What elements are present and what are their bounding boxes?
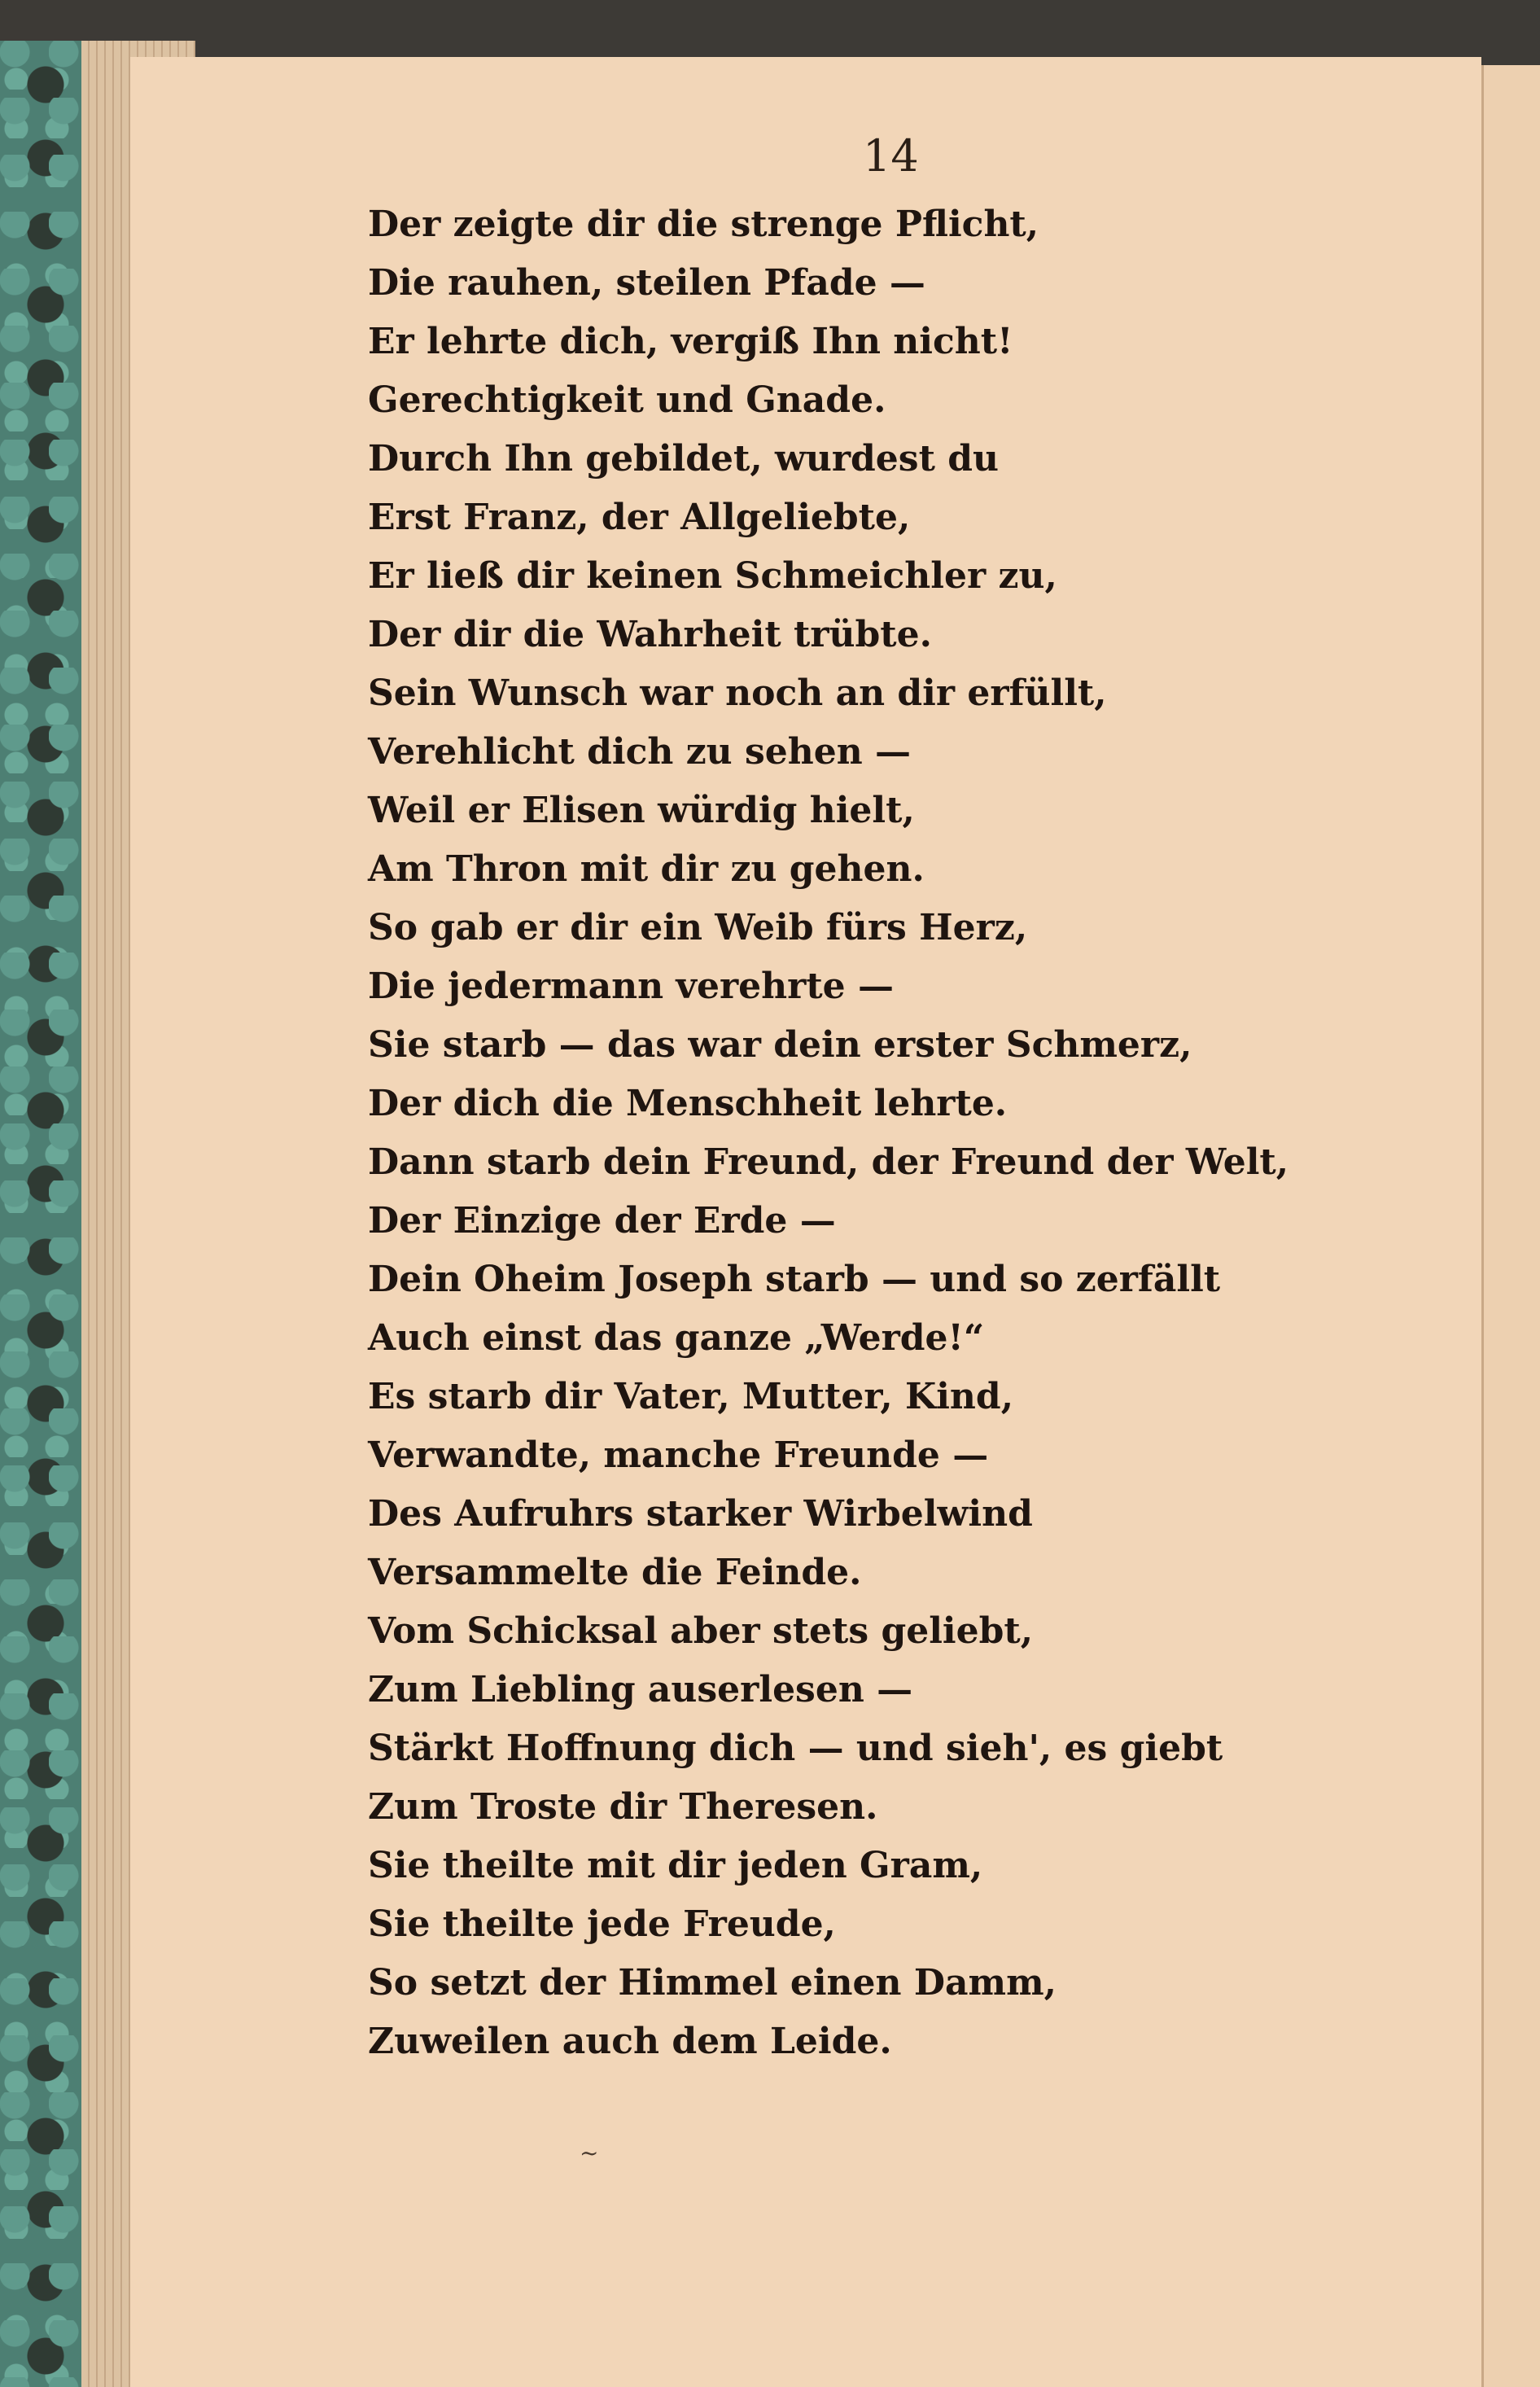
verse-line: Auch einst das ganze „Werde!“ bbox=[368, 1317, 985, 1359]
verse-line: Der dich die Menschheit lehrte. bbox=[368, 1083, 1008, 1124]
verse-line: So gab er dir ein Weib fürs Herz, bbox=[368, 907, 1028, 948]
verse-line: Der dir die Wahrheit trübte. bbox=[368, 614, 932, 655]
verse-line: Er lehrte dich, vergiß Ihn nicht! bbox=[368, 321, 1013, 362]
verse-line: Des Aufruhrs starker Wirbelwind bbox=[368, 1493, 1033, 1535]
verse-line: Der Einzige der Erde — bbox=[368, 1200, 836, 1242]
verse-line: Versammelte die Feinde. bbox=[368, 1552, 862, 1593]
verse-line: Sein Wunsch war noch an dir erfüllt, bbox=[368, 672, 1107, 714]
verse-line: Sie theilte mit dir jeden Gram, bbox=[368, 1845, 983, 1886]
verse-line: Dann starb dein Freund, der Freund der Welt, bbox=[368, 1141, 1289, 1183]
verse-line: Vom Schicksal aber stets geliebt, bbox=[368, 1610, 1034, 1652]
verse-line: Sie theilte jede Freude, bbox=[368, 1903, 836, 1945]
verse-line: Es starb dir Vater, Mutter, Kind, bbox=[368, 1376, 1014, 1417]
verse-line: So setzt der Himmel einen Damm, bbox=[368, 1962, 1057, 2004]
verse-line: Weil er Elisen würdig hielt, bbox=[368, 790, 915, 831]
verse-line: Der zeigte dir die strenge Pflicht, bbox=[368, 204, 1039, 245]
facing-page-edge bbox=[1481, 65, 1540, 2387]
page-number: 14 bbox=[863, 130, 919, 182]
ornament-mark: ~ bbox=[580, 2140, 599, 2166]
verse-line: Gerechtigkeit und Gnade. bbox=[368, 379, 886, 421]
poem-verse bbox=[368, 195, 1289, 2071]
verse-line: Dein Oheim Joseph starb — und so zerfällt bbox=[368, 1259, 1221, 1300]
verse-line: Erst Franz, der Allgeliebte, bbox=[368, 497, 911, 538]
verse-line: Verehlicht dich zu sehen — bbox=[368, 731, 912, 773]
verse-line: Zum Liebling auserlesen — bbox=[368, 1669, 913, 1710]
verse-line: Zuweilen auch dem Leide. bbox=[368, 2021, 892, 2062]
verse-line: Zum Troste dir Theresen. bbox=[368, 1786, 878, 1828]
verse-line: Er ließ dir keinen Schmeichler zu, bbox=[368, 555, 1057, 597]
verse-line: Die jedermann verehrte — bbox=[368, 966, 894, 1007]
verse-line: Verwandte, manche Freunde — bbox=[368, 1434, 989, 1476]
verse-line: Sie starb — das war dein erster Schmerz, bbox=[368, 1024, 1192, 1066]
verse-line: Stärkt Hoffnung dich — und sieh', es giebt bbox=[368, 1728, 1223, 1769]
verse-line: Durch Ihn gebildet, wurdest du bbox=[368, 438, 999, 480]
verse-line: Die rauhen, steilen Pfade — bbox=[368, 262, 925, 304]
verse-line: Am Thron mit dir zu gehen. bbox=[368, 848, 925, 890]
